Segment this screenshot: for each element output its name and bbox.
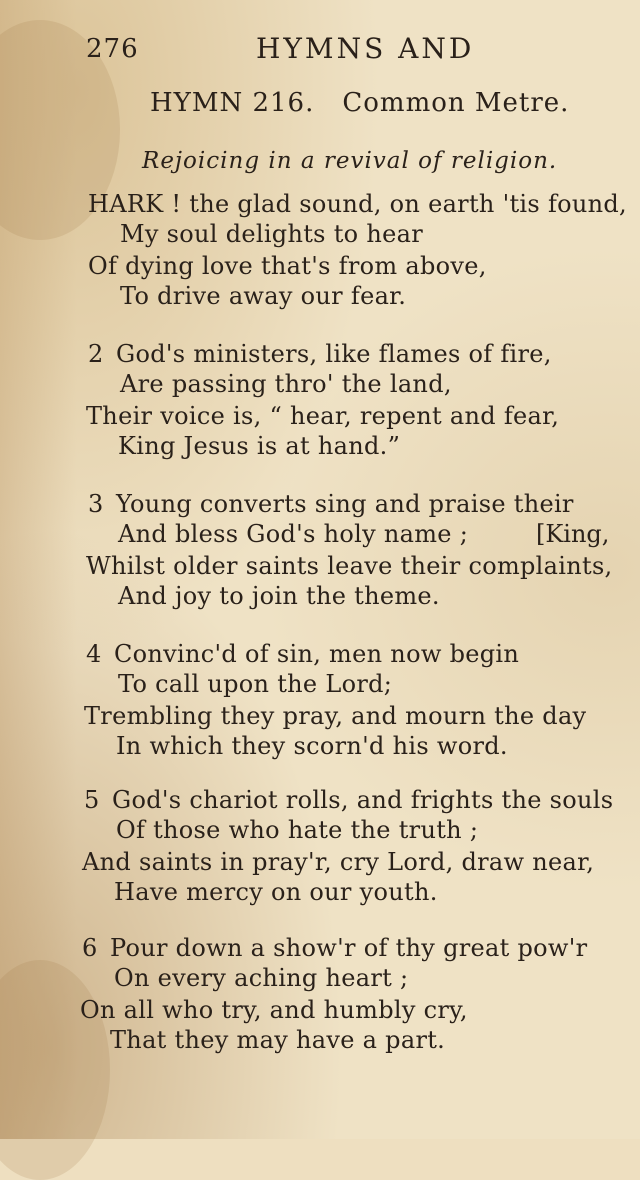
verse-line: To drive away our fear. bbox=[120, 282, 407, 310]
hymn-title bbox=[150, 88, 569, 118]
stanza-number: 6 bbox=[82, 934, 98, 962]
verse-line: Their voice is, “ hear, repent and fear, bbox=[86, 402, 560, 430]
stanza-number: 2 bbox=[88, 340, 104, 368]
verse-line: Are passing thro' the land, bbox=[120, 370, 452, 398]
verse-line: And saints in pray'r, cry Lord, draw near, bbox=[82, 848, 595, 876]
verse-line: Whilst older saints leave their complaints, bbox=[86, 552, 613, 580]
verse-line: And joy to join the theme. bbox=[118, 582, 440, 610]
verse-line: Have mercy on our youth. bbox=[114, 878, 438, 906]
hymn-meter: Common Metre. bbox=[342, 88, 570, 118]
verse-line: On every aching heart ; bbox=[114, 964, 409, 992]
verse-line: Of dying love that's from above, bbox=[88, 252, 487, 280]
verse-line: 2 God's ministers, like flames of fire, bbox=[88, 340, 552, 368]
carry-over-word: [King, bbox=[536, 520, 610, 548]
verse-line: Of those who hate the truth ; bbox=[116, 816, 479, 844]
page-number: 276 bbox=[86, 34, 139, 64]
verse-line: 5 God's chariot rolls, and frights the souls bbox=[84, 786, 614, 814]
hymn-number: HYMN 216. bbox=[150, 88, 315, 118]
verse-line: On all who try, and humbly cry, bbox=[80, 996, 468, 1024]
stanza-number: 4 bbox=[86, 640, 102, 668]
hymn-subtitle: Rejoicing in a revival of religion. bbox=[142, 148, 558, 174]
verse-line: My soul delights to hear bbox=[120, 220, 423, 248]
verse-line: King Jesus is at hand.” bbox=[118, 432, 401, 460]
verse-line: 3 Young converts sing and praise their bbox=[88, 490, 574, 518]
verse-line: To call upon the Lord; bbox=[118, 670, 393, 698]
verse-line: HARK ! the glad sound, on earth 'tis found, bbox=[88, 190, 627, 218]
verse-line: In which they scorn'd his word. bbox=[116, 732, 508, 760]
running-head: HYMNS AND bbox=[256, 32, 475, 65]
stanza-number: 3 bbox=[88, 490, 104, 518]
verse-line: 4 Convinc'd of sin, men now begin bbox=[86, 640, 520, 668]
stanza-number: 5 bbox=[84, 786, 100, 814]
verse-line: 6 Pour down a show'r of thy great pow'r bbox=[82, 934, 588, 962]
page-header bbox=[86, 30, 616, 74]
verse-line: And bless God's holy name ; bbox=[118, 520, 469, 548]
verse-line: Trembling they pray, and mourn the day bbox=[84, 702, 587, 730]
verse-line: That they may have a part. bbox=[110, 1026, 446, 1054]
